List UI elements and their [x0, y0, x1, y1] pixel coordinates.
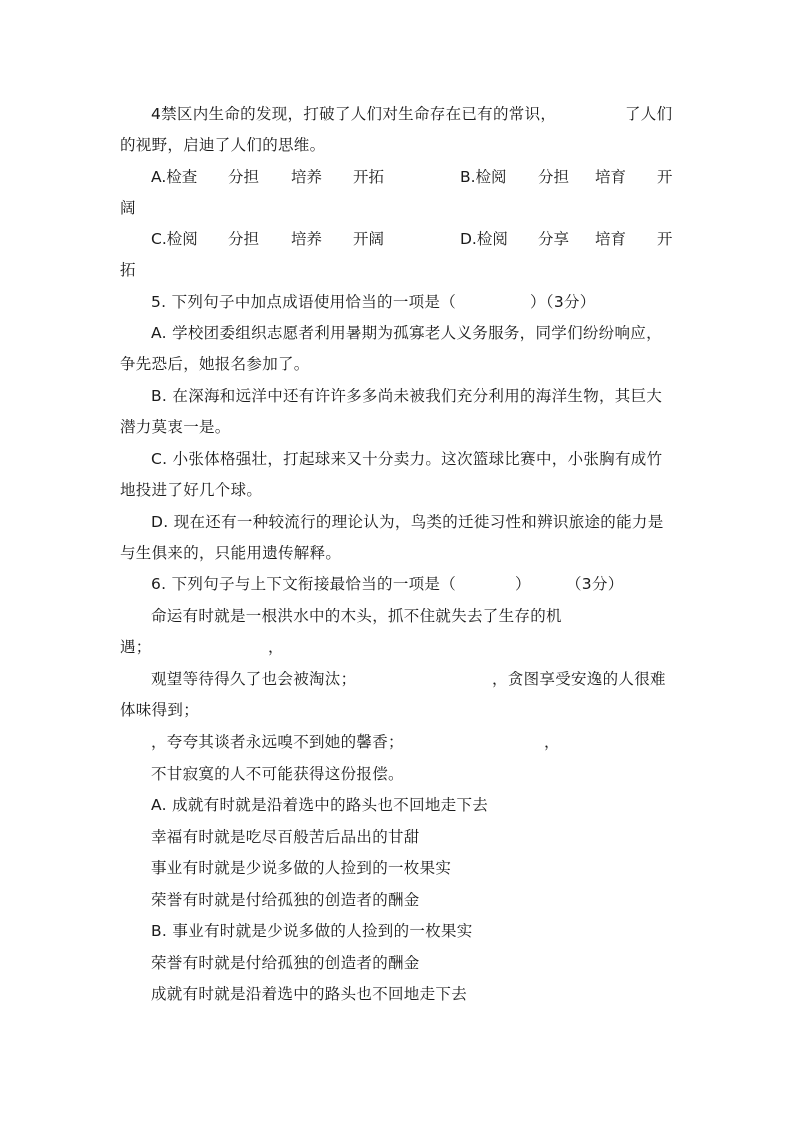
q6-passage-line1: 命运有时就是一根洪水中的木头，抓不住就失去了生存的机 — [151, 607, 562, 625]
q4-stem-text: 4禁区内生命的发现，打破了人们对生命存在已有的常识， — [151, 105, 557, 123]
q4-option-d-label: D.检阅 — [460, 230, 508, 248]
q4-option-b-wrap: 阔 — [120, 199, 136, 217]
q4-option-d-wrap: 拓 — [120, 261, 136, 279]
q6-passage-line4: 体味得到； — [120, 701, 200, 719]
q4-stem-line2: 的视野，启迪了人们的思维。 — [120, 136, 326, 154]
q6-passage-line5a: ，夸夸其谈者永远嗅不到她的馨香； — [151, 733, 404, 751]
q4-option-d-w2: 分享 — [538, 230, 570, 248]
q6-passage-line6: 不甘寂寞的人不可能获得这份报偿。 — [151, 765, 404, 783]
q5-option-d-line1: D. 现在还有一种较流行的理论认为，鸟类的迁徙习性和辨识旅途的能力是 — [151, 513, 664, 531]
q6-passage-line3b: ，贪图享受安逸的人很难 — [492, 670, 666, 688]
q4-option-b-w3: 培育 — [595, 168, 627, 186]
q6-stem-close: ） — [515, 575, 531, 593]
q6-stem: 6. 下列句子与上下文衔接最恰当的一项是（ — [151, 575, 457, 593]
q4-option-d-w4: 开 — [657, 230, 673, 248]
q6-stem-score: （3分） — [566, 575, 624, 593]
q4-stem-line1 — [151, 104, 556, 124]
q5-option-a-line2: 争先恐后，她报名参加了。 — [120, 355, 310, 373]
q5-stem — [151, 292, 456, 312]
q5-option-a-line1: A. 学校团委组织志愿者利用暑期为孤寡老人义务服务，同学们纷纷响应， — [151, 324, 662, 342]
q4-options-row1 — [151, 167, 674, 187]
q5-option-c-line1: C. 小张体格强壮，打起球来又十分卖力。这次篮球比赛中，小张胸有成竹 — [151, 450, 663, 468]
q4-options-row2 — [151, 229, 674, 249]
q4-option-c-label: C.检阅 — [151, 230, 198, 248]
q5-option-b-line1: B. 在深海和远洋中还有许许多多尚未被我们充分利用的海洋生物，其巨大 — [151, 387, 663, 405]
q6-passage-line2a: 遇； — [120, 638, 152, 656]
q6-option-a-line2: 幸福有时就是吃尽百般苦后品出的甘甜 — [151, 828, 420, 846]
q4-option-b-label: B.检阅 — [460, 168, 507, 186]
q6-option-b-line3: 成就有时就是沿着选中的路头也不回地走下去 — [151, 985, 468, 1003]
q6-option-a-line3: 事业有时就是少说多做的人捡到的一枚果实 — [151, 859, 452, 877]
q6-passage-line5b: ， — [544, 733, 560, 751]
q4-option-c-w4: 开阔 — [353, 230, 385, 248]
q6-passage-line3a: 观望等待得久了也会被淘汰； — [151, 670, 357, 688]
q4-option-a-w2: 分担 — [228, 168, 260, 186]
q4-option-a-w3: 培养 — [291, 168, 323, 186]
q4-option-b-w4: 开 — [657, 168, 673, 186]
q4-option-c-w2: 分担 — [228, 230, 260, 248]
q6-passage-line2b: ， — [268, 638, 284, 656]
q4-option-c-w3: 培养 — [291, 230, 323, 248]
q4-stem-line1-end: 了人们 — [625, 105, 673, 123]
q6-option-a-line1: A. 成就有时就是沿着选中的路头也不回地走下去 — [151, 796, 489, 814]
q4-option-a-w4: 开拓 — [353, 168, 385, 186]
q6-option-b-line2: 荣誉有时就是付给孤独的创造者的酬金 — [151, 954, 420, 972]
q4-option-b-w2: 分担 — [538, 168, 570, 186]
q5-stem-score: ）（3分） — [530, 293, 596, 311]
q5-option-d-line2: 与生俱来的，只能用遗传解释。 — [120, 544, 342, 562]
q5-stem-text: 5. 下列句子中加点成语使用恰当的一项是（ — [151, 293, 457, 311]
q5-option-b-line2: 潜力莫衷一是。 — [120, 418, 231, 436]
q4-option-d-w3: 培育 — [595, 230, 627, 248]
q4-option-a-label: A.检查 — [151, 168, 198, 186]
q5-option-c-line2: 地投进了好几个球。 — [120, 481, 263, 499]
q6-option-a-line4: 荣誉有时就是付给孤独的创造者的酬金 — [151, 891, 420, 909]
q6-option-b-line1: B. 事业有时就是少说多做的人捡到的一枚果实 — [151, 922, 473, 940]
